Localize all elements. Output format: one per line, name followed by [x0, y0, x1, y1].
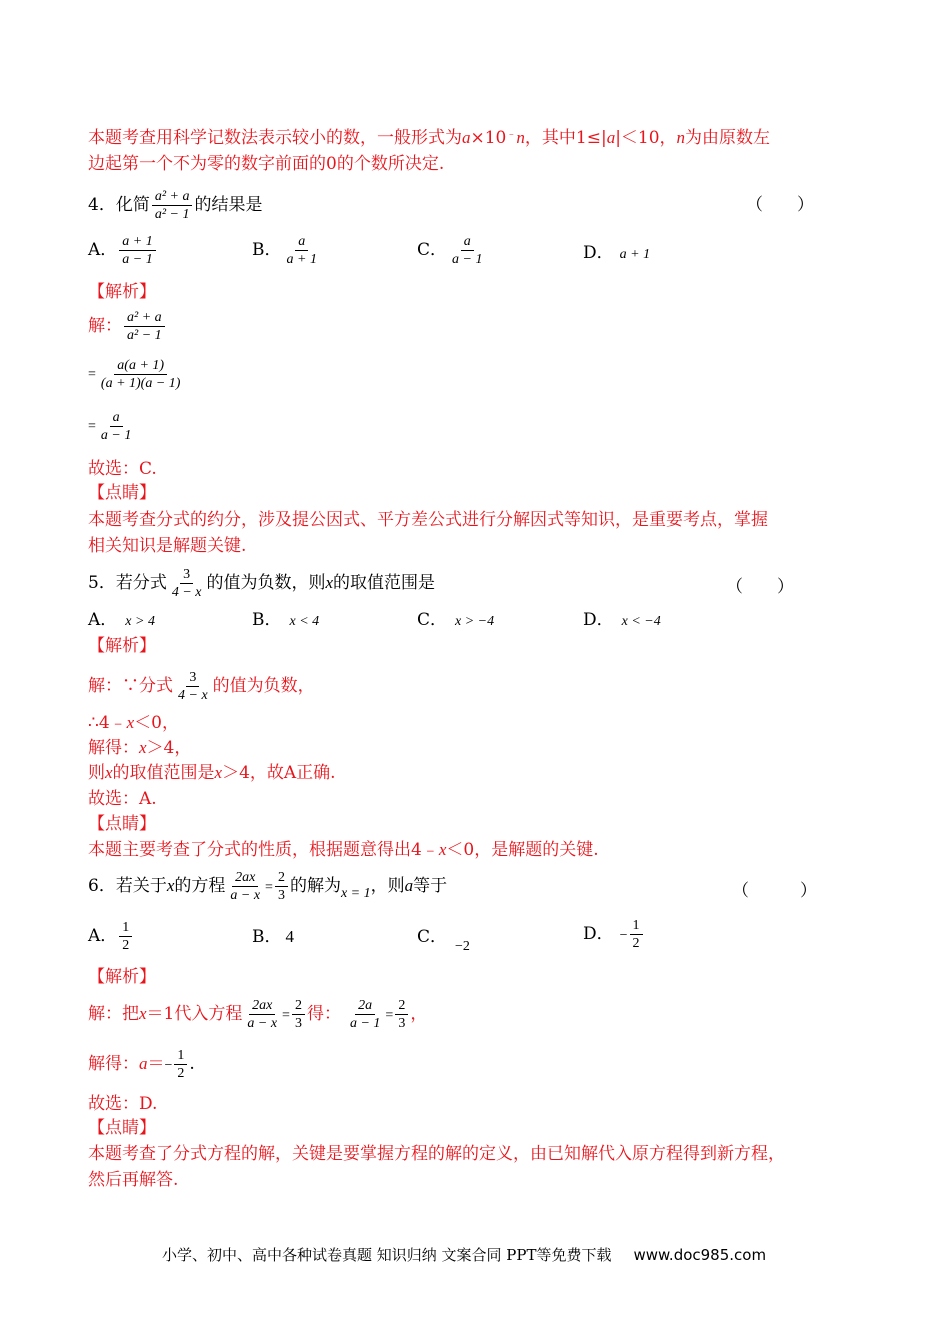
numerator: a(a + 1): [114, 357, 167, 375]
var-a: a: [404, 876, 414, 895]
var-x: x: [166, 876, 175, 895]
numerator: 1: [174, 1047, 187, 1065]
denominator: 3: [294, 1016, 302, 1031]
option-label: C．: [417, 240, 448, 260]
denominator: a − 1: [349, 1016, 381, 1031]
equals-sign: =: [385, 1008, 394, 1023]
option-label: A．: [88, 240, 118, 260]
numerator: 2: [292, 997, 305, 1015]
option-label: B．: [252, 927, 282, 947]
denominator: a² − 1: [154, 207, 190, 222]
denominator: a − 1: [452, 252, 483, 267]
solution-text: ∴4﹣: [88, 713, 127, 733]
option-fraction: [119, 233, 155, 268]
q6-option-a[interactable]: [88, 916, 134, 956]
solution-text: 解：把: [88, 1004, 139, 1024]
option-label: B．: [252, 240, 282, 260]
q5-mid: 的值为负数，则: [206, 573, 326, 593]
solution-text: 则: [88, 763, 105, 783]
var-x: x: [214, 763, 223, 782]
q4-solution-step1: [88, 304, 167, 348]
option-value: 4: [285, 927, 294, 946]
solution-text: ＞4，: [146, 738, 192, 758]
solution-text: 得：: [306, 1004, 341, 1024]
q6-comment-title: 【点睛】: [88, 1118, 156, 1138]
q6-option-d[interactable]: [583, 912, 645, 958]
q6-prefix: 6．若关于: [88, 876, 167, 896]
q5-answer-paren: （ ）: [726, 577, 794, 597]
q5-comment: [88, 839, 599, 861]
solution-prefix: 解：: [88, 316, 122, 336]
q3-note-line1: [88, 127, 770, 149]
period: .: [189, 1054, 195, 1074]
option-label: C．: [417, 927, 448, 947]
equals-sign: =: [88, 367, 96, 382]
q4-answer-paren: （ ）: [746, 195, 814, 215]
var-a: a: [606, 128, 616, 147]
denominator: 4 − x: [178, 688, 208, 703]
denominator: 4 − x: [171, 585, 202, 600]
denominator: 2: [122, 938, 130, 953]
q4-expression: [152, 188, 193, 223]
numerator: a² + a: [124, 309, 165, 327]
var-x: x: [126, 713, 135, 732]
var-x: x: [438, 840, 447, 859]
q4-analysis-title: 【解析】: [88, 282, 156, 302]
numerator: 3: [186, 669, 199, 687]
q5-option-c[interactable]: [417, 609, 494, 633]
numerator: 2: [275, 869, 288, 887]
q4-solution-step3: [88, 404, 136, 449]
q6-mid: 的方程: [174, 876, 226, 896]
q4-option-d[interactable]: [583, 242, 650, 266]
numerator: 1: [630, 917, 643, 935]
q6-comment-line1: 本题考查了分式方程的解，关键是要掌握方程的解的定义，由已知解代入原方程得到新方程，: [88, 1144, 785, 1164]
var-x: x: [139, 738, 147, 757]
var-x: x: [105, 763, 113, 782]
q5-suffix: 的取值范围是: [333, 573, 436, 593]
q5-choice: 故选：A.: [88, 789, 157, 809]
equals-sign: =: [282, 1008, 290, 1023]
q4-stem: [88, 188, 262, 223]
q3-note-text: ，其中1≤|: [524, 128, 607, 148]
solution-text: ＝: [147, 1054, 165, 1074]
option-value: x < −4: [621, 614, 661, 629]
q4-suffix: 的结果是: [194, 195, 263, 215]
numerator: 2ax: [249, 997, 275, 1015]
option-fraction: [449, 233, 485, 268]
var-a: a: [462, 128, 471, 147]
var-n: n: [516, 128, 525, 147]
q6-equation-lhs: [227, 869, 263, 904]
q5-option-b[interactable]: [252, 609, 319, 633]
solution-text: 的值为负数，: [212, 676, 315, 696]
q6-analysis-title: 【解析】: [88, 967, 156, 987]
option-label: C．: [417, 610, 448, 630]
numerator: 2: [395, 997, 408, 1015]
step-fraction: [124, 309, 165, 344]
footer-url[interactable]: www.doc985.com: [633, 1246, 767, 1264]
option-value: x > 4: [125, 614, 155, 629]
footer-text: 小学、初中、高中各种试卷真题 知识归纳 文案合同 PPT等免费下载: [162, 1246, 612, 1264]
solution-text: 解：∵分式: [88, 676, 173, 696]
q6-mid3: ，则: [370, 876, 405, 896]
solution-text: ，: [410, 1004, 428, 1024]
q5-analysis-title: 【解析】: [88, 636, 156, 656]
q5-stem: [88, 566, 435, 601]
comment-text: ＜0，是解题的关键.: [446, 840, 599, 860]
option-label: D．: [583, 610, 614, 630]
option-label: D．: [583, 243, 614, 263]
denominator: 3: [398, 1016, 406, 1031]
exponent-sign: ﹣: [506, 129, 517, 140]
q6-stem: [88, 864, 447, 916]
comment-text: 本题主要考查了分式的性质，根据题意得出4﹣: [88, 840, 439, 860]
q6-solution-line2: [88, 1042, 195, 1088]
q5-comment-title: 【点睛】: [88, 814, 156, 834]
solution-fraction: [395, 997, 408, 1032]
solution-fraction: [174, 1047, 187, 1082]
solution-fraction: [244, 997, 280, 1032]
denominator: (a + 1)(a − 1): [100, 375, 181, 391]
q5-solution-line1: [88, 664, 315, 708]
q6-suffix: 等于: [413, 876, 448, 896]
q5-solution-line2: [88, 712, 179, 734]
solution-text: ＞4，故A正确.: [222, 763, 336, 783]
denominator: 2: [632, 936, 640, 951]
q4-comment-title: 【点睛】: [88, 483, 156, 503]
q4-solution-step2: [88, 352, 185, 397]
q6-solution-line1: [88, 992, 427, 1038]
q5-option-a[interactable]: [88, 609, 155, 633]
q6-comment-line2: 然后再解答.: [88, 1170, 179, 1190]
var-x: x: [139, 1004, 147, 1023]
solution-text: 解得：: [88, 738, 139, 758]
solution-fraction: [347, 997, 383, 1032]
q3-note-line2: 边起第一个不为零的数字前面的0的个数所决定.: [88, 154, 445, 174]
solution-fraction: [292, 997, 305, 1032]
q5-solution-line4: [88, 762, 336, 784]
q6-solution-value: x = 1: [340, 886, 371, 901]
q5-prefix: 5．若分式: [88, 573, 167, 593]
numerator: a: [110, 409, 123, 427]
numerator: 2ax: [232, 869, 258, 887]
minus-sign: −: [164, 1058, 173, 1073]
equals-sign: =: [265, 880, 273, 895]
denominator: 3: [277, 888, 285, 903]
step-fraction: [98, 357, 184, 392]
q6-mid2: 的解为: [289, 876, 341, 896]
denominator: a + 1: [286, 252, 317, 267]
denominator: 2: [177, 1066, 185, 1081]
numerator: a: [295, 233, 308, 251]
option-label: A．: [88, 610, 118, 630]
option-label: A．: [88, 926, 118, 946]
option-value: x > −4: [455, 614, 495, 629]
minus-sign: −: [619, 928, 628, 943]
q4-option-b[interactable]: [252, 233, 322, 268]
option-value: a + 1: [619, 247, 651, 262]
q6-answer-paren: （ ）: [732, 881, 817, 901]
denominator: a − x: [247, 1016, 278, 1031]
solution-text: ＜0，: [134, 713, 180, 733]
page-footer: [162, 1245, 766, 1265]
denominator: a² − 1: [127, 328, 162, 343]
q5-expression: [169, 566, 205, 601]
numerator: 1: [119, 919, 132, 937]
solution-text: ＝1代入方程: [146, 1004, 243, 1024]
numerator: 3: [180, 566, 193, 584]
solution-fraction: [175, 669, 211, 704]
q5-solution-line3: [88, 737, 191, 759]
equals-sign: =: [88, 419, 96, 434]
option-fraction: [630, 917, 643, 952]
step-fraction: [98, 409, 134, 444]
denominator: a − 1: [100, 427, 132, 443]
q4-comment-line1: 本题考查分式的约分，涉及提公因式、平方差公式进行分解因式等知识，是重要考点，掌握: [88, 510, 768, 530]
q4-prefix: 4．化简: [88, 195, 150, 215]
q3-note-text: ×10: [470, 128, 507, 148]
numerator: a: [461, 233, 474, 251]
numerator: 2a: [355, 997, 375, 1015]
solution-text: 解得：: [88, 1054, 139, 1074]
q3-note-text: |＜10，: [615, 128, 677, 148]
solution-text: 的取值范围是: [112, 763, 215, 783]
var-x: x: [325, 573, 334, 592]
q3-note-text: 为由原数左: [685, 128, 771, 148]
var-n: n: [676, 128, 686, 147]
q3-note-text: 本题考查用科学记数法表示较小的数，一般形式为: [88, 128, 462, 148]
option-label: B．: [252, 610, 282, 630]
numerator: a² + a: [152, 188, 193, 206]
option-fraction: [119, 919, 132, 954]
var-a: a: [139, 1054, 148, 1073]
option-value: −2: [455, 939, 470, 954]
q6-equation-rhs: [275, 869, 288, 904]
q6-option-c[interactable]: [417, 926, 470, 958]
q4-comment-line2: 相关知识是解题关键.: [88, 536, 247, 556]
q6-option-b[interactable]: [252, 926, 294, 948]
q4-option-a[interactable]: [88, 233, 158, 268]
q4-option-c[interactable]: [417, 233, 487, 268]
q5-option-d[interactable]: [583, 609, 661, 633]
q6-choice: 故选：D.: [88, 1094, 158, 1114]
numerator: a + 1: [119, 233, 155, 251]
option-label: D．: [583, 924, 614, 944]
denominator: a − x: [230, 888, 261, 903]
q4-choice: 故选：C.: [88, 459, 157, 479]
denominator: a − 1: [122, 252, 153, 267]
option-fraction: [284, 233, 320, 268]
option-value: x < 4: [289, 614, 320, 629]
